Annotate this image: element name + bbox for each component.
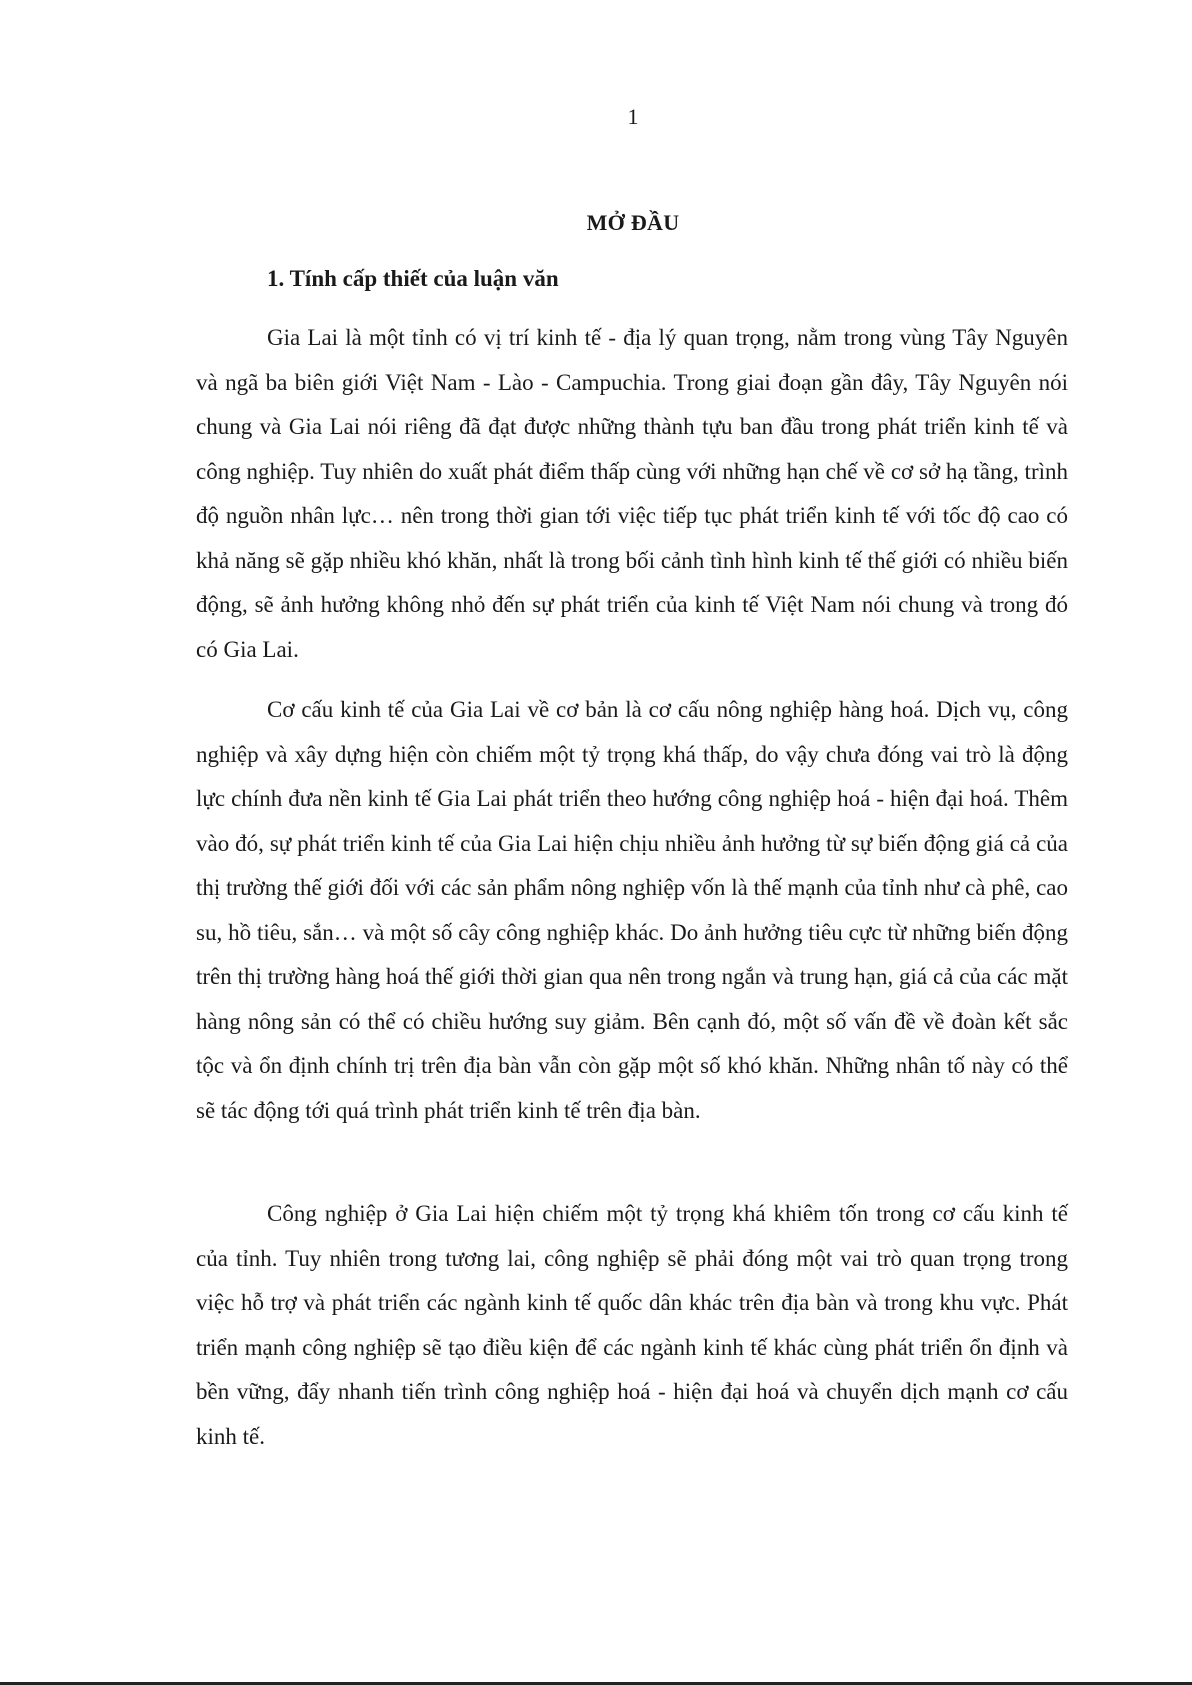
chapter-title: MỞ ĐẦU (586, 210, 680, 235)
paragraph-text: Gia Lai là một tỉnh có vị trí kinh tế - địa lý quan trọng, nằm trong vùng Tây Nguyên và ngã ba biên giới Việt Nam - Lào - Campuchia. Trong giai đoạn gần đây, Tây Nguyên nói chung và Gia Lai nói riêng đã đạt được những thành tựu ban đầu trong phát triển kinh tế và công nghiệp. Tuy nhiên do xuất phát điểm thấp cùng với những hạn chế về cơ sở hạ tầng, trình độ nguồn nhân lực… nên trong thời gian tới việc tiếp tục phát triển kinh tế với tốc độ cao có khả năng sẽ gặp nhiều khó khăn, nhất là trong bối cảnh tình hình kinh tế thế giới có nhiều biến động, sẽ ảnh hưởng không nhỏ đến sự phát triển của kinh tế Việt Nam nói chung và trong đó có Gia Lai. (196, 325, 1068, 662)
section-heading: 1. Tính cấp thiết của luận văn (267, 266, 559, 291)
body-paragraph-3 (196, 1192, 1068, 1471)
paragraph-text: Công nghiệp ở Gia Lai hiện chiếm một tỷ trọng khá khiêm tốn trong cơ cấu kinh tế của tỉnh. Tuy nhiên trong tương lai, công nghiệp sẽ phải đóng một vai trò quan trọng trong việc hỗ trợ và phát triển các ngành kinh tế quốc dân khác trên địa bàn và trong khu vực. Phát triển mạnh công nghiệp sẽ tạo điều kiện để các ngành kinh tế khác cùng phát triển ổn định và bền vững, đẩy nhanh tiến trình công nghiệp hoá - hiện đại hoá và chuyển dịch mạnh cơ cấu kinh tế. (196, 1201, 1068, 1449)
body-paragraph-1 (196, 316, 1068, 684)
paragraph-text: Cơ cấu kinh tế của Gia Lai về cơ bản là cơ cấu nông nghiệp hàng hoá. Dịch vụ, công nghiệp và xây dựng hiện còn chiếm một tỷ trọng khá thấp, do vậy chưa đóng vai trò là động lực chính đưa nền kinh tế Gia Lai phát triển theo hướng công nghiệp hoá - hiện đại hoá. Thêm vào đó, sự phát triển kinh tế của Gia Lai hiện chịu nhiều ảnh hưởng từ sự biến động giá cả của thị trường thế giới đối với các sản phẩm nông nghiệp vốn là thế mạnh của tỉnh như cà phê, cao su, hồ tiêu, sắn… và một số cây công nghiệp khác. Do ảnh hưởng tiêu cực từ những biến động trên thị trường hàng hoá thế giới thời gian qua nên trong ngắn và trung hạn, giá cả của các mặt hàng nông sản có thể có chiều hướng suy giảm. Bên cạnh đó, một số vấn đề về đoàn kết sắc tộc và ổn định chính trị trên địa bàn vẫn còn gặp một số khó khăn. Những nhân tố này có thể sẽ tác động tới quá trình phát triển kinh tế trên địa bàn. (196, 697, 1068, 1123)
page-number: 1 (627, 104, 639, 129)
body-paragraph-2 (196, 688, 1068, 1145)
